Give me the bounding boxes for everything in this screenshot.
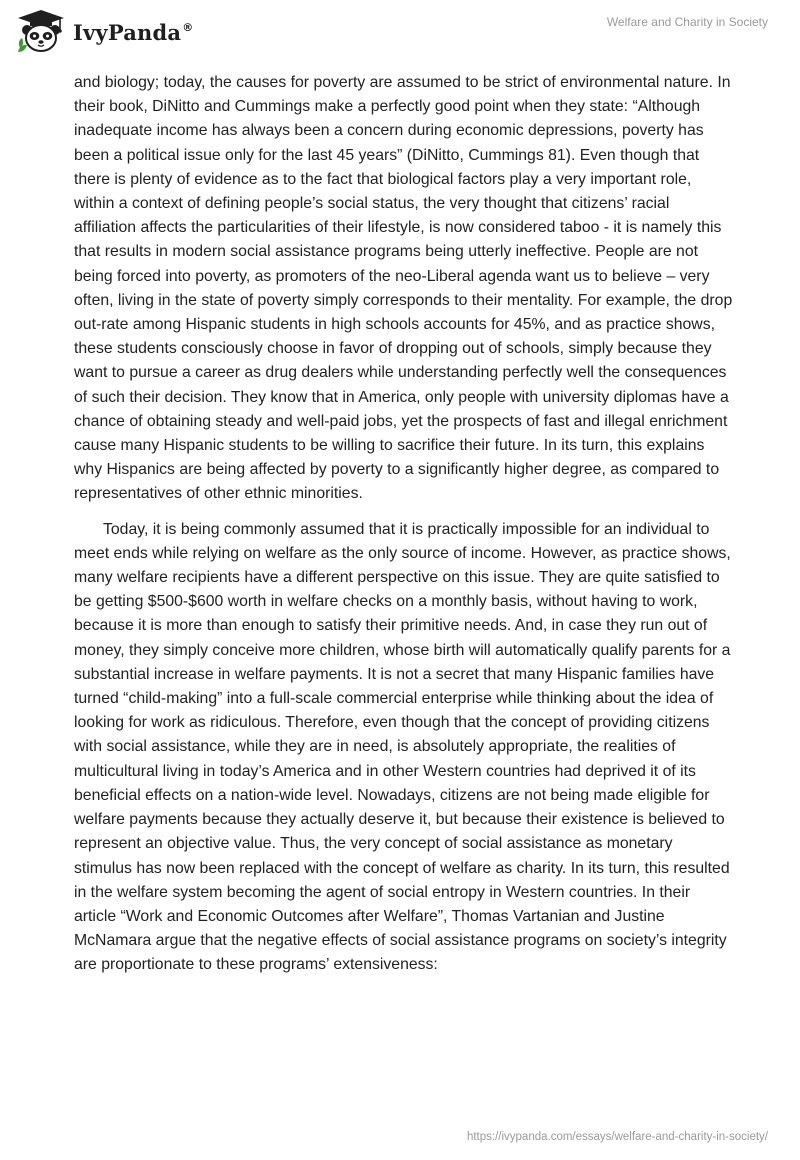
paragraph: and biology; today, the causes for poverty are assumed to be strict of environmental nature. In their book, DiNitto and Cummings make a perfectly good point when they state: “Although inadequate income has always been a concern during economic depressions, poverty has been a political issue only for the last 45 years” (DiNitto, Cummings 81). Even though that there is plenty of evidence as to the fact that biological factors play a very important role, within a context of defining people’s social status, the very thought that citizens’ racial affiliation affects the particularities of their lifestyle, is now considered taboo - it is namely this that results in modern social assistance programs being utterly ineffective. People are not being forced into poverty, as promoters of the neo-Liberal agenda want us to believe – very often, living in the state of poverty simply corresponds to their mentality. For example, the drop out-rate among Hispanic students in high schools accounts for 45%, and as practice shows, these students consciously choose in favor of dropping out of schools, simply because they want to pursue a career as drug dealers while understanding perfectly well the consequences of such their decision. They know that in America, only people with university diplomas have a chance of obtaining steady and well-paid jobs, yet the prospects of fast and illegal enrichment cause many Hispanic students to be willing to sacrifice their future. In its turn, this explains why Hispanics are being affected by poverty to a significantly higher degree, as compared to representatives of other ethnic minorities. xyxy=(74,74,733,503)
logo-name: IvyPanda xyxy=(73,19,182,45)
registered-mark: ® xyxy=(182,20,194,34)
document-title: Welfare and Charity in Society xyxy=(606,15,768,29)
logo-wordmark xyxy=(73,20,193,45)
panda-graduation-cap-icon xyxy=(16,8,66,54)
ivypanda-logo[interactable] xyxy=(16,8,193,54)
essay-body xyxy=(74,71,734,978)
paragraph: Today, it is being commonly assumed that it is practically impossible for an individual to meet ends while relying on welfare as the only source of income. However, as practice shows, many welfare recipients have a different perspective on this issue. They are quite satisfied to be getting $500-$600 worth in welfare checks on a monthly basis, without having to work, because it is more than enough to satisfy their primitive needs. And, in case they run out of money, they simply conceive more children, whose birth will automatically qualify parents for a substantial increase in welfare payments. It is not a secret that many Hispanic families have turned “child-making” into a full-scale commercial enterprise while thinking about the idea of looking for work as ridiculous. Therefore, even though that the concept of providing citizens with social assistance, while they are in need, is absolutely appropriate, the realities of multicultural living in today’s America and in other Western countries had deprived it of its beneficial effects on a nation-wide level. Nowadays, citizens are not being made eligible for welfare payments because they actually deserve it, but because their existence is believed to represent an objective value. Thus, the very concept of social assistance as monetary stimulus has now been replaced with the concept of welfare as charity. In its turn, this resulted in the welfare system becoming the agent of social entropy in Western countries. In their article “Work and Economic Outcomes after Welfare”, Thomas Vartanian and Justine McNamara argue that the negative effects of social assistance programs on society’s integrity are proportionate to these programs’ extensiveness: xyxy=(74,520,731,974)
page-header xyxy=(0,0,800,60)
source-url-link[interactable]: https://ivypanda.com/essays/welfare-and-charity-in-society/ xyxy=(466,1131,768,1143)
